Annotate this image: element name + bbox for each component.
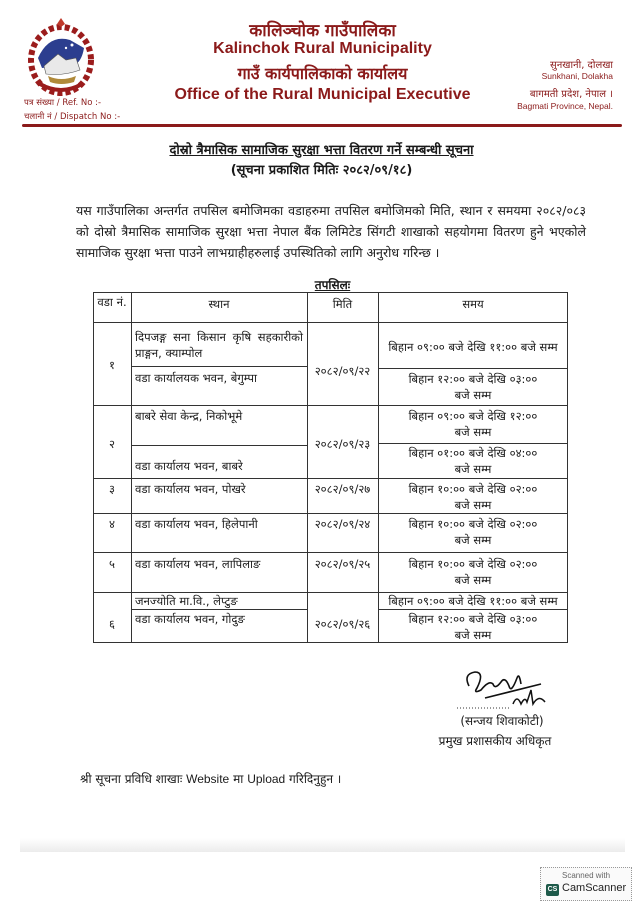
- place-cell: बाबरे सेवा केन्द्र, निकोभूमे: [135, 409, 243, 423]
- address-np-1: सुनखानी, दोलखा: [549, 60, 613, 71]
- footer-note-prefix: श्री सूचना प्रविधि शाखाः: [80, 772, 183, 786]
- time-cell: बिहान १०:०० बजे देखि ०२:०० बजे सम्म: [408, 557, 538, 587]
- ward-number: १: [109, 358, 115, 372]
- time-cell: बिहान ०९:०० बजे देखि ११:०० बजे सम्म: [388, 340, 558, 354]
- place-cell: वडा कार्यालयक भवन, बेगुम्पा: [135, 371, 257, 385]
- date-cell: २०८२/०९/२२: [314, 364, 371, 378]
- signatory-name: (सन्जय शिवाकोटी): [460, 714, 544, 728]
- dispatch-no-label: चलानी नं / Dispatch No :-: [24, 112, 121, 122]
- place-cell: दिपजङ्ग सना किसान कृषि सहकारीको प्राङ्गन, क्याम्पोल: [135, 330, 303, 360]
- place-cell: वडा कार्यालय भवन, बाबरे: [135, 459, 243, 473]
- ward-number: ३: [109, 482, 115, 496]
- signatory-title: प्रमुख प्रशासकीय अधिकृत: [438, 734, 552, 748]
- ward-number: ५: [109, 557, 115, 571]
- ward-number: ६: [109, 617, 115, 631]
- notice-title: दोस्रो त्रैमासिक सामाजिक सुरक्षा भत्ता वितरण गर्ने सम्बन्धी सूचना: [169, 143, 474, 158]
- notice-subtitle: (सूचना प्रकाशित मितिः २०८२/०९/१८): [230, 163, 413, 178]
- footer-note-ma: मा: [233, 772, 244, 786]
- date-cell: २०८२/०९/२४: [314, 517, 371, 531]
- address-en-2: Bagmati Province, Nepal.: [517, 101, 613, 111]
- time-cell: बिहान ०१:०० बजे देखि ०४:०० बजे सम्म: [408, 446, 538, 476]
- time-cell: बिहान ०९:०० बजे देखि १२:०० बजे सम्म: [408, 409, 538, 439]
- time-cell: बिहान १२:०० बजे देखि ०३:०० बजे सम्म: [408, 612, 538, 642]
- time-cell: बिहान १२:०० बजे देखि ०३:०० बजे सम्म: [408, 372, 538, 402]
- place-cell: वडा कार्यालय भवन, हिलेपानी: [135, 517, 258, 531]
- camscanner-watermark: [540, 867, 632, 901]
- header-place: स्थान: [208, 297, 230, 311]
- footer-note-suffix: गरिदिनुहुन ।: [289, 772, 342, 786]
- ward-number: २: [109, 437, 115, 451]
- table-caption: तपसिलः: [314, 278, 351, 292]
- address-np-2: बागमती प्रदेश, नेपाल ।: [529, 89, 613, 100]
- footer-note-website: Website: [186, 772, 230, 786]
- header-divider: [22, 124, 622, 127]
- place-cell: वडा कार्यालय भवन, गोदुङ: [135, 612, 245, 626]
- time-cell: बिहान १०:०० बजे देखि ०२:०० बजे सम्म: [408, 482, 538, 512]
- schedule-table: [93, 292, 568, 643]
- footer-note-upload: Upload: [247, 772, 286, 786]
- time-cell: बिहान १०:०० बजे देखि ०२:०० बजे सम्म: [408, 517, 538, 547]
- header-time: समय: [462, 297, 484, 311]
- place-cell: वडा कार्यालय भवन, पोखरे: [135, 482, 246, 496]
- ref-no-label: पत्र संख्या / Ref. No :-: [24, 98, 102, 108]
- date-cell: २०८२/०९/२६: [314, 617, 371, 631]
- handwritten-signature-icon: [455, 664, 565, 714]
- watermark-top-text: Scanned with: [561, 871, 611, 880]
- office-name-en: Office of the Rural Municipal Executive: [174, 86, 471, 103]
- place-cell: वडा कार्यालय भवन, लापिलाङ: [135, 557, 261, 571]
- time-cell: बिहान ०९:०० बजे देखि ११:०० बजे सम्म: [388, 594, 558, 608]
- address-en-1: Sunkhani, Dolakha: [541, 71, 613, 81]
- date-cell: २०८२/०९/२५: [314, 557, 371, 571]
- footer-note: [80, 770, 341, 787]
- header-date: मिति: [332, 297, 353, 311]
- watermark-name: CamScanner: [562, 882, 627, 894]
- notice-body: यस गाउँपालिका अन्तर्गत तपसिल बमोजिमका वडाहरुमा तपसिल बमोजिमको मिति, स्थान र समयमा २०८२/०८३ को दोस्रो त्रैमासिक सामाजिक सुरक्षा भत्ता नेपाल बैंक लिमिटेड सिंगटी शाखाको सहयोगमा वितरण हुने भएकोले सामाजिक सुरक्षा भत्ता पाउने लाभग्राहीहरुलाई उपस्थितिको लागि अनुरोध गरिन्छ ।: [76, 203, 586, 260]
- date-cell: २०८२/०९/२३: [314, 437, 371, 451]
- ward-number: ४: [109, 517, 115, 531]
- place-cell: जनज्योति मा.वि., लेप्टुङ: [135, 594, 238, 608]
- municipality-name-en: Kalinchok Rural Municipality: [213, 40, 432, 57]
- nepal-emblem-icon: [24, 18, 98, 98]
- office-name-np: गाउँ कार्यपालिकाको कार्यालय: [237, 64, 408, 83]
- header-ward: वडा नं.: [97, 295, 127, 309]
- camscanner-logo-icon: CS: [546, 884, 559, 896]
- municipality-name-np: कालिञ्चोक गाउँपालिका: [249, 21, 396, 41]
- date-cell: २०८२/०९/२७: [314, 482, 371, 496]
- page-edge-shadow: [20, 838, 625, 852]
